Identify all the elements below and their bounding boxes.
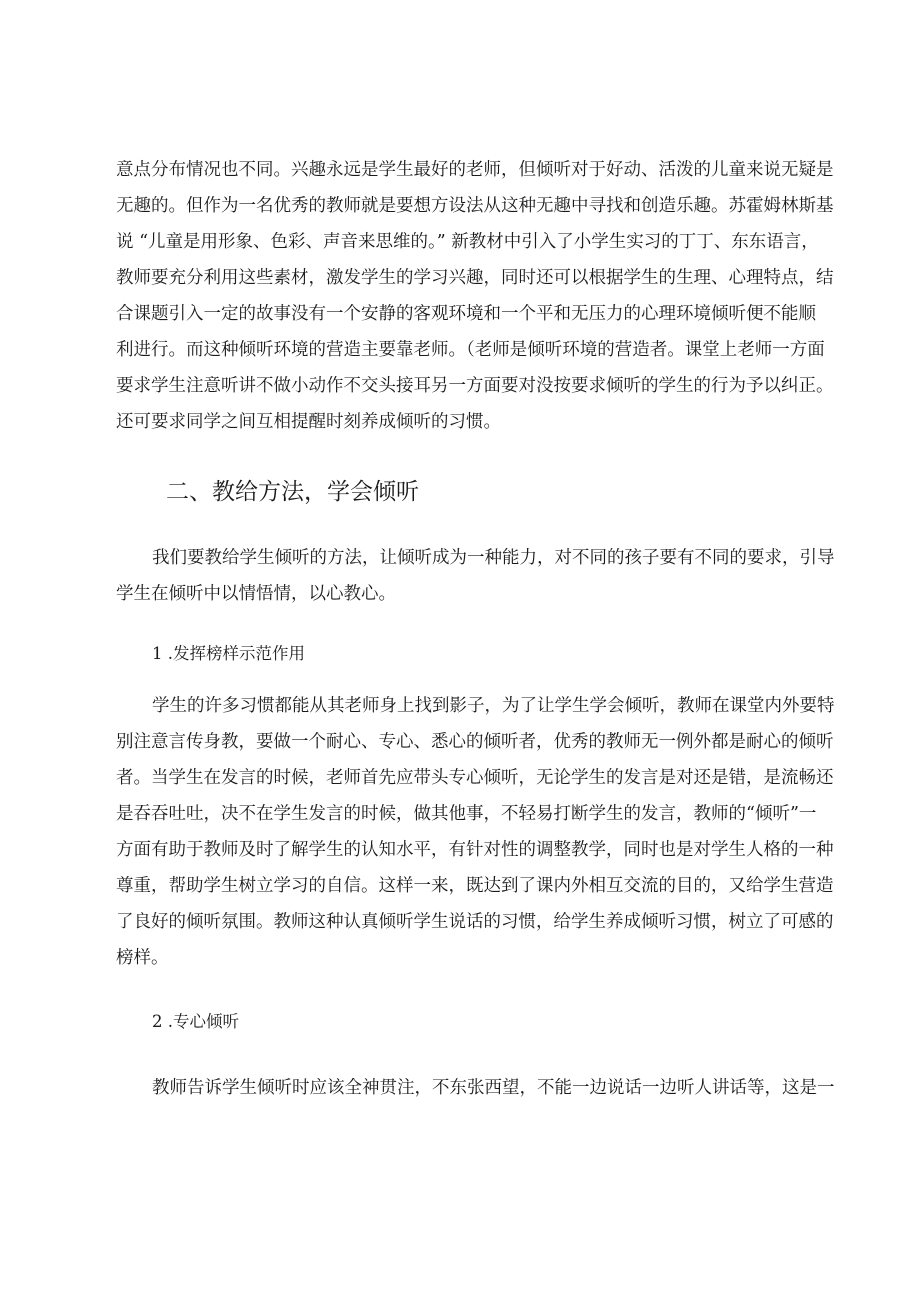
text-line: 了良好的倾听氛围。教师这种认真倾听学生说话的习惯，给学生养成倾听习惯，树立了可感的 bbox=[116, 912, 834, 932]
text-line: 尊重，帮助学生树立学习的自信。这样一来，既达到了课内外相互交流的目的，又给学生营造 bbox=[116, 876, 834, 896]
text-line: 榜样。 bbox=[116, 948, 169, 968]
text-line: 学生在倾听中以情悟情，以心教心。 bbox=[116, 584, 396, 604]
text-line: 还可要求同学之间互相提醒时刻养成倾听的习惯。 bbox=[116, 412, 501, 432]
text-line: 意点分布情况也不同。兴趣永远是学生最好的老师，但倾听对于好动、活泼的儿童来说无疑是 bbox=[116, 160, 834, 180]
text-line: 利进行。而这种倾听环境的营造主要靠老师。（老师是倾听环境的营造者。课堂上老师一方面 bbox=[116, 340, 825, 360]
section-heading: 二、教给方法，学会倾听 bbox=[166, 479, 419, 505]
text-line: 学生的许多习惯都能从其老师身上找到影子，为了让学生学会倾听，教师在课堂内外要特 bbox=[152, 696, 835, 716]
text-line: 合课题引入一定的故事没有一个安静的客观环境和一个平和无压力的心理环境倾听便不能顺 bbox=[116, 304, 816, 324]
text-line: 要求学生注意听讲不做小动作不交头接耳另一方面要对没按要求倾听的学生的行为予以纠正。 bbox=[116, 376, 834, 396]
text-line: 我们要教给学生倾听的方法，让倾听成为一种能力，对不同的孩子要有不同的要求，引导 bbox=[152, 548, 835, 568]
text-line: 说 “儿童是用形象、色彩、声音来思维的。” 新教材中引入了小学生实习的丁丁、东东语言， bbox=[116, 232, 819, 252]
text-line: 者。当学生在发言的时候，老师首先应带头专心倾听，无论学生的发言是对还是错，是流畅还 bbox=[116, 768, 834, 788]
text-line: 是吞吞吐吐，决不在学生发言的时候，做其他事，不轻易打断学生的发言，教师的“倾听”一 bbox=[116, 804, 817, 824]
text-line: 方面有助于教师及时了解学生的认知水平，有针对性的调整教学，同时也是对学生人格的一种 bbox=[116, 840, 834, 860]
text-line: 教师要充分利用这些素材，激发学生的学习兴趣，同时还可以根据学生的生理、心理特点，结 bbox=[116, 268, 834, 288]
text-line: 教师告诉学生倾听时应该全神贯注，不东张西望，不能一边说话一边听人讲话等，这是一 bbox=[152, 1078, 835, 1098]
text-line: 无趣的。但作为一名优秀的教师就是要想方设法从这种无趣中寻找和创造乐趣。苏霍姆林斯基 bbox=[116, 196, 834, 216]
subheading-2: 2 .专心倾听 bbox=[152, 1012, 239, 1031]
subheading-1: 1 .发挥榜样示范作用 bbox=[152, 644, 305, 663]
text-line: 别注意言传身教，要做一个耐心、专心、悉心的倾听者，优秀的教师无一例外都是耐心的倾听 bbox=[116, 732, 834, 752]
